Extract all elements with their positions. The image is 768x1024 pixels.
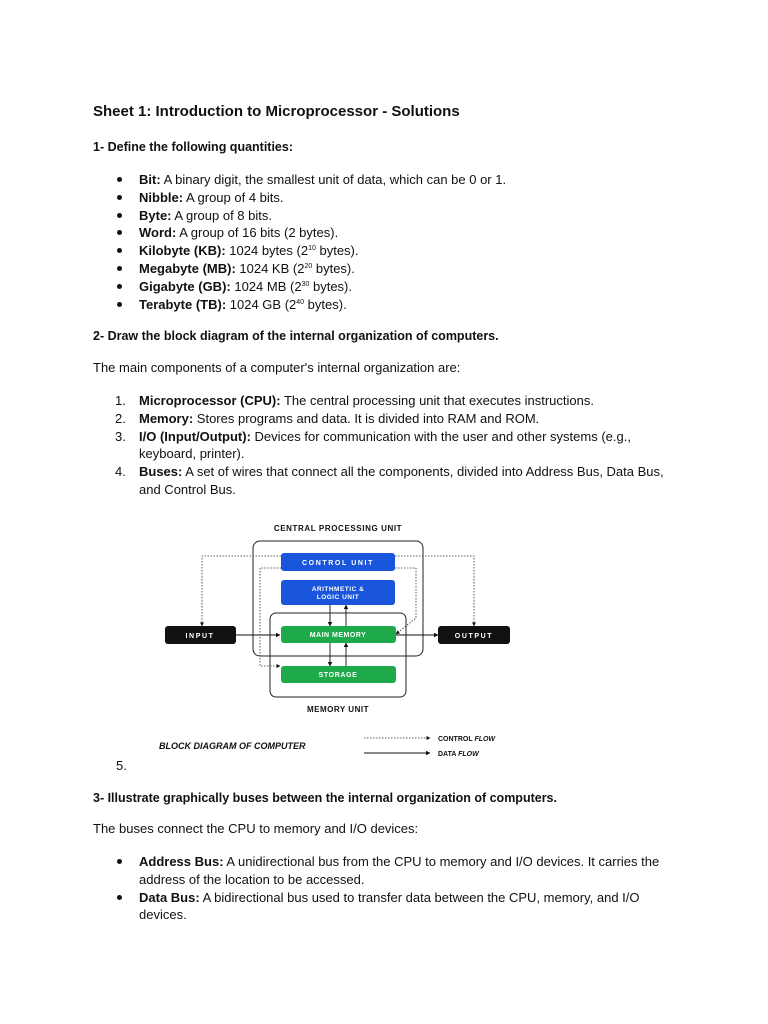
item-desc: A bidirectional bus used to transfer data between the CPU, memory, and I/O devices.	[139, 889, 640, 923]
list-item	[139, 171, 679, 189]
item-exponent: 30	[301, 280, 310, 288]
list-item	[139, 189, 679, 207]
list-item	[115, 463, 679, 499]
q3-intro: The buses connect the CPU to memory and I/O devices:	[93, 821, 419, 836]
item-desc: A group of 4 bits.	[183, 189, 284, 205]
item-tail: bytes).	[309, 278, 352, 294]
item-desc: 1024 bytes (2	[225, 243, 309, 259]
memory-unit-frame	[270, 613, 406, 697]
item-desc: The central processing unit that executes instructions.	[280, 393, 594, 408]
item-desc: 1024 GB (2	[226, 296, 297, 312]
item-term: I/O (Input/Output):	[139, 428, 251, 444]
list-item	[139, 260, 679, 278]
item-desc: A group of 8 bits.	[171, 207, 272, 223]
item-term: Memory:	[139, 410, 194, 426]
item-term: Nibble:	[139, 189, 184, 205]
item-exponent: 40	[296, 298, 305, 306]
legend-control-label	[438, 736, 496, 743]
list-item	[115, 428, 679, 464]
item-desc: A unidirectional bus from the CPU to memory and I/O devices. It carries the address of the location to be accessed.	[139, 854, 660, 887]
item-number-5: 5.	[116, 758, 127, 773]
item-number: 4.	[115, 464, 126, 480]
legend-data-word: DATA	[438, 751, 459, 758]
item-term: Terabyte (TB):	[139, 296, 227, 312]
list-item	[139, 242, 679, 260]
legend-data-flow: FLOW	[458, 751, 479, 758]
item-term: Megabyte (MB):	[139, 260, 236, 276]
legend-control-word: CONTROL	[438, 736, 475, 743]
q1-list	[139, 171, 679, 313]
legend-data-label	[438, 751, 480, 758]
item-exponent: 10	[308, 245, 316, 253]
item-term: Bit:	[139, 172, 161, 187]
item-desc: 1024 MB (2	[230, 278, 302, 294]
main-memory-label: MAIN MEMORY	[309, 632, 367, 639]
item-desc: A group of 16 bits (2 bytes).	[176, 225, 339, 241]
alu-label-line1: ARITHMETIC &	[311, 586, 365, 593]
q2-intro: The main components of a computer's internal organization are:	[93, 360, 461, 375]
list-item	[115, 410, 679, 428]
block-diagram	[140, 508, 536, 772]
item-term: Byte:	[139, 207, 172, 223]
list-item	[139, 278, 679, 296]
alu-label-line2: LOGIC UNIT	[316, 594, 360, 601]
item-exponent: 20	[304, 262, 313, 270]
cpu-label: CENTRAL PROCESSING UNIT	[273, 524, 403, 533]
list-item	[139, 207, 679, 225]
control-flow-line	[202, 556, 281, 626]
item-number: 3.	[115, 428, 126, 444]
q3-list	[139, 853, 679, 924]
q1-heading: 1- Define the following quantities:	[93, 140, 293, 154]
list-item	[115, 392, 679, 410]
item-term: Word:	[139, 225, 177, 241]
item-number: 1.	[115, 393, 126, 408]
control-unit-label: CONTROL UNIT	[302, 560, 374, 567]
item-term: Microprocessor (CPU):	[139, 393, 281, 408]
q3-heading: 3- Illustrate graphically buses between the internal organization of computers.	[93, 791, 557, 805]
item-desc: A binary digit, the smallest unit of data, which can be 0 or 1.	[160, 172, 507, 187]
list-item	[139, 853, 679, 889]
output-label: OUTPUT	[454, 633, 494, 640]
item-term: Kilobyte (KB):	[139, 243, 226, 259]
q2-heading: 2- Draw the block diagram of the internal organization of computers.	[93, 329, 499, 343]
q2-list	[115, 392, 679, 499]
control-flow-line	[395, 556, 474, 626]
item-desc: Stores programs and data. It is divided into RAM and ROM.	[193, 410, 540, 426]
item-tail: bytes).	[312, 260, 355, 276]
item-desc: 1024 KB (2	[235, 260, 305, 276]
item-tail: bytes).	[315, 243, 359, 259]
item-term: Data Bus:	[139, 889, 200, 905]
list-item	[139, 224, 679, 242]
legend-control-flow: FLOW	[474, 736, 496, 743]
diagram-caption: BLOCK DIAGRAM OF COMPUTER	[159, 741, 306, 751]
item-desc: Devices for communication with the user and other systems (e.g., keyboard, printer).	[139, 428, 631, 462]
item-desc: A set of wires that connect all the components, divided into Address Bus, Data Bus, and Control Bus.	[139, 464, 664, 497]
list-item	[139, 296, 679, 314]
page-title: Sheet 1: Introduction to Microprocessor - Solutions	[93, 103, 460, 120]
input-label: INPUT	[185, 633, 215, 640]
item-number: 2.	[115, 410, 126, 426]
item-tail: bytes).	[304, 296, 347, 312]
item-term: Gigabyte (GB):	[139, 278, 231, 294]
list-item	[139, 889, 679, 925]
storage-label: STORAGE	[318, 672, 358, 679]
item-term: Address Bus:	[139, 854, 224, 869]
item-term: Buses:	[139, 464, 183, 480]
memory-unit-label: MEMORY UNIT	[307, 705, 369, 714]
